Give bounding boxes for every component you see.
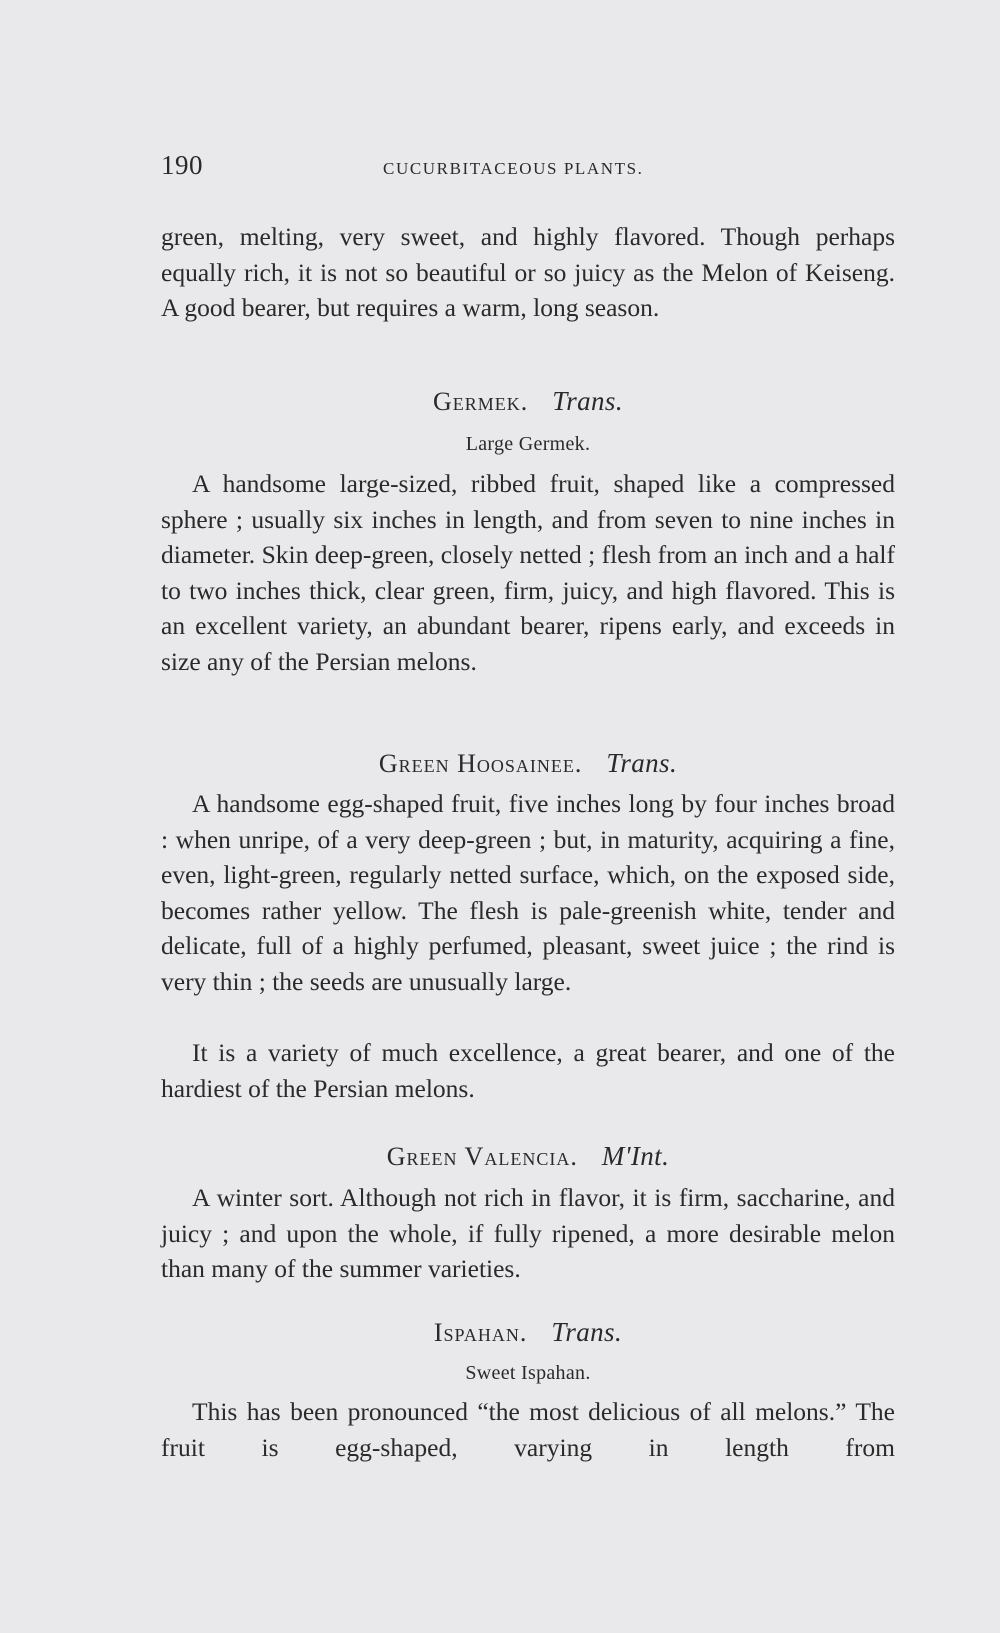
entry-paragraph: A winter sort. Although not rich in flavor, it is firm, saccharine, and juicy ; and upon the whole, if fully ripened, a more desirable melon than many of the summer varieties. bbox=[161, 1183, 895, 1283]
entry-heading-green-valencia bbox=[161, 1141, 895, 1172]
entry-name: Green Valencia. bbox=[386, 1142, 578, 1171]
page-number: 190 bbox=[161, 150, 203, 180]
entry-synonym: Large Germek. bbox=[465, 433, 591, 455]
running-title: CUCURBITACEOUS PLANTS. bbox=[383, 159, 644, 178]
entry-authority: M'Int. bbox=[601, 1141, 670, 1171]
entry-paragraph: A handsome egg-shaped fruit, five inches long by four inches broad : when unripe, of a very deep-green ; but, in maturity, acquiring a fine, even, light-green, regularly netted surface, which, on the exposed side, becomes rather yellow. The flesh is pale-greenish white, tender and delicate, full of a highly perfumed, pleasant, sweet juice ; the rind is very thin ; the seeds are unusually large. bbox=[161, 789, 895, 996]
entry-name: Germek. bbox=[433, 387, 529, 416]
entry-authority: Trans. bbox=[551, 1317, 623, 1347]
entry-paragraph: It is a variety of much excellence, a great bearer, and one of the hardiest of the Persian melons. bbox=[161, 1038, 895, 1103]
entry-paragraph: This has been pronounced “the most delicious of all melons.” The fruit is egg-shaped, varying in length from bbox=[161, 1397, 895, 1462]
running-head bbox=[161, 150, 895, 190]
entry-authority: Trans. bbox=[552, 386, 623, 416]
entry-name: Green Hoosainee. bbox=[378, 749, 583, 778]
entry-heading-germek bbox=[161, 386, 895, 417]
entry-heading-green-hoosainee bbox=[161, 748, 895, 779]
entry-heading-ispahan bbox=[161, 1317, 895, 1348]
intro-paragraph: green, melting, very sweet, and highly flavored. Though perhaps equally rich, it is not so beautiful or so juicy as the Melon of Keiseng. A good bearer, but requires a warm, long season. bbox=[161, 222, 895, 322]
entry-name: Ispahan. bbox=[433, 1318, 528, 1347]
entry-paragraph: A handsome large-sized, ribbed fruit, shaped like a compressed sphere ; usually six inches in length, and from seven to nine inches in diameter. Skin deep-green, closely netted ; flesh from an inch and a half to two inches thick, clear green, firm, juicy, and high flavored. This is an excellent variety, an abundant bearer, ripens early, and exceeds in size any of the Persian melons. bbox=[161, 469, 895, 676]
entry-authority: Trans. bbox=[606, 748, 678, 778]
entry-synonym: Sweet Ispahan. bbox=[465, 1362, 591, 1384]
